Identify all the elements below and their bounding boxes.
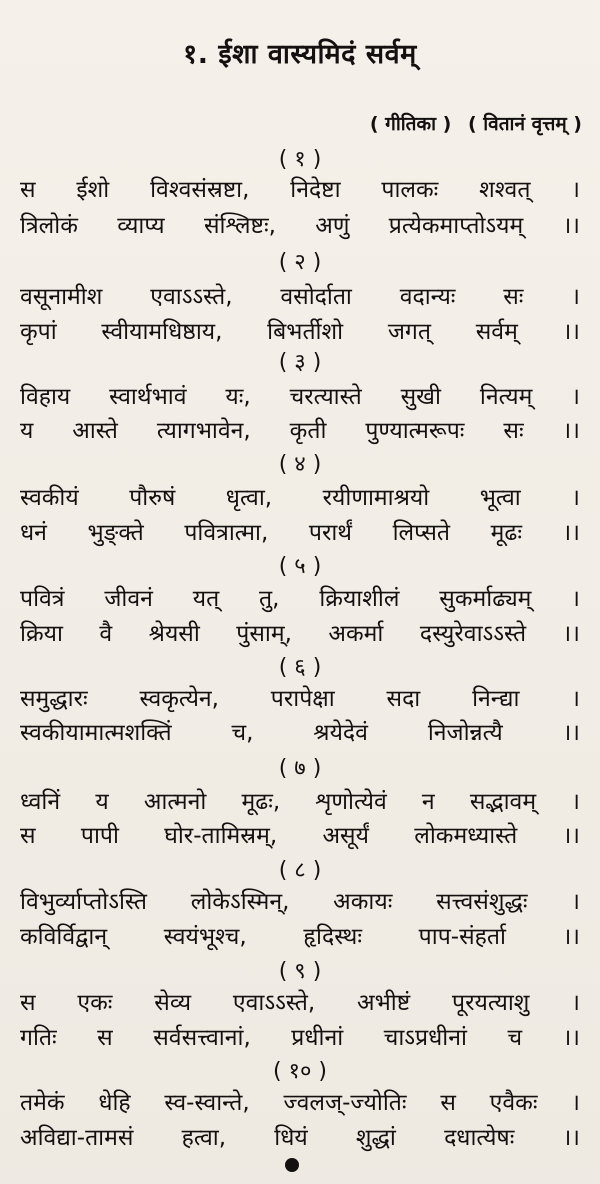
- verse-line: कविर्विद्वान् स्वयंभूश्च, हृदिस्थः पाप-संहर्ता ।।: [20, 924, 580, 950]
- verse-line: क्रिया वै श्रेयसी पुंसाम्, अकर्मा दस्युरेवाऽऽस्ते ।।: [20, 621, 580, 647]
- stanza-number: ( ५ ): [278, 554, 322, 579]
- verse-line: य आस्ते त्यागभावेन, कृती पुण्यात्मरूपः सः ।।: [20, 418, 580, 444]
- end-bullet-icon: [285, 1158, 299, 1172]
- verse-line: स पापी घोर-तामिस्रम्, असूर्यं लोकमध्यास्ते ।।: [20, 823, 580, 849]
- verse-line: ध्वनिं य आत्मनो मूढः, शृणोत्येवं न सद्भावम् ।: [20, 789, 580, 815]
- verse-line: त्रिलोकं व्याप्य संश्लिष्टः, अणुं प्रत्येकमाप्तोऽयम् ।।: [20, 213, 580, 239]
- verse-line: स्वकीयामात्मशक्तिं च, श्रयेदेवं निजोन्नत्यै ।।: [20, 720, 580, 746]
- verse-line: स ईशो विश्वसंस्रष्टा, निदेष्टा पालकः शश्वत् ।: [20, 177, 580, 203]
- stanza-number: ( ९ ): [278, 959, 322, 984]
- stanza-number: ( ३ ): [278, 350, 322, 375]
- meter-label-vitanam: ( वितानं वृत्तम् ): [467, 113, 582, 135]
- verse-line: गतिः स सर्वसत्त्वानां, प्रधीनां चाऽप्रधीनां च ।।: [20, 1025, 580, 1051]
- verse-line: वसूनामीश एवाऽऽस्ते, वसोर्दाता वदान्यः सः ।: [20, 284, 580, 310]
- verse-line: धनं भुङ्क्ते पवित्रात्मा, परार्थं लिप्सते मूढः ।।: [20, 520, 580, 546]
- poem-title: १. ईशा वास्यमिदं सर्वम्: [183, 39, 417, 70]
- verse-line: स्वकीयं पौरुषं धृत्वा, रयीणामाश्रयो भूत्वा ।: [20, 485, 580, 511]
- stanza-number: ( ७ ): [278, 756, 322, 781]
- stanza-number: ( ८ ): [278, 858, 322, 883]
- stanza-number: ( २ ): [278, 250, 322, 275]
- verse-line: विहाय स्वार्थभावं यः, चरत्यास्ते सुखी नित्यम् ।: [20, 384, 580, 410]
- verse-line: स एकः सेव्य एवाऽऽस्ते, अभीष्टं पूरयत्याशु ।: [20, 990, 580, 1016]
- stanza-number: ( ४ ): [278, 452, 322, 477]
- stanza-number: ( ६ ): [278, 655, 322, 680]
- verse-line: कृपां स्वीयामधिष्ठाय, बिभर्तीशो जगत् सर्वम् ।।: [20, 319, 580, 345]
- stanza-number: ( १ ): [278, 147, 322, 172]
- verse-line: पवित्रं जीवनं यत् तु, क्रियाशीलं सुकर्माढ्यम् ।: [20, 586, 580, 612]
- meter-label-geetika: ( गीतिका ): [369, 113, 452, 135]
- meter-labels: [370, 110, 582, 136]
- verse-line: समुद्धारः स्वकृत्येन, परापेक्षा सदा निन्द्या ।: [20, 686, 580, 712]
- verse-line: विभुर्व्याप्तोऽस्ति लोकेऽस्मिन्, अकायः सत्त्वसंशुद्धः ।: [20, 889, 580, 915]
- verse-line: तमेकं धेहि स्व-स्वान्ते, ज्वलज्-ज्योतिः स एवैकः ।: [20, 1090, 580, 1116]
- stanza-number: ( १० ): [272, 1059, 328, 1084]
- verse-line: अविद्या-तामसं हत्वा, धियं शुद्धां दधात्येषः ।।: [20, 1125, 580, 1151]
